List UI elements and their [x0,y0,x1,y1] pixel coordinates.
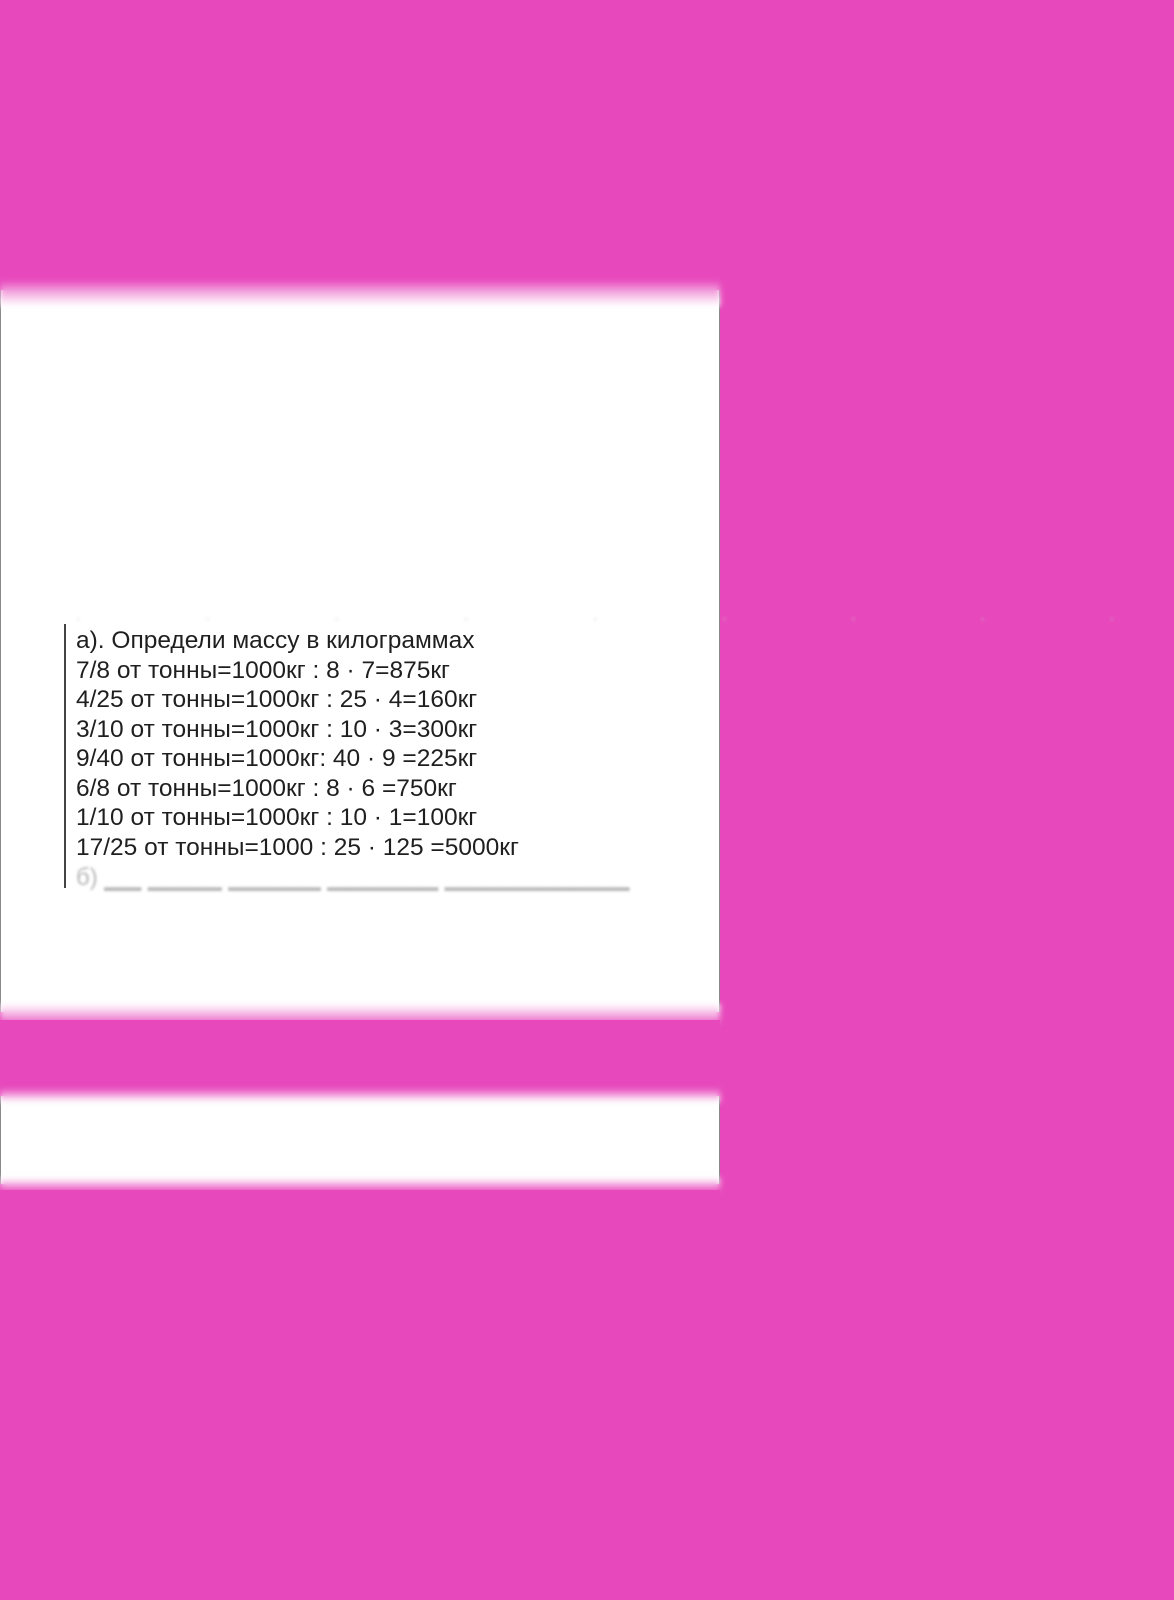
white-strip [0,1096,720,1184]
bottom-pink-region [0,1190,720,1600]
note-line: 6/8 от тонны=1000кг : 8 · 6 =750кг [76,774,457,802]
note-line: 1/10 от тонны=1000кг : 10 · 1=100кг [76,804,478,831]
middle-pink-band [0,1020,720,1096]
faded-cropped-text-top: · · · · · · · · · [76,610,1174,627]
faded-cropped-text-bottom: б) ▁▁ ▁▁▁▁ ▁▁▁▁▁ ▁▁▁▁▁▁ ▁▁▁▁▁▁▁▁▁▁ [76,864,630,891]
note-line: 9/40 от тонны=1000кг: 40 · 9 =225кг [76,745,478,772]
notebook-photo [64,610,1174,900]
handwritten-answer-lines [76,626,519,862]
note-line: 3/10 от тонны=1000кг : 10 · 3=300кг [76,715,478,743]
panel-top-edge [0,280,720,306]
top-pink-region [0,0,720,300]
note-line: 17/25 от тонны=1000 : 25 · 125 =5000кг [76,833,519,861]
note-line: 4/25 от тонны=1000кг : 25 · 4=160кг [76,686,478,713]
notebook-margin-line [64,624,66,888]
note-heading: а). Определи массу в килограммах [76,627,475,654]
note-line: 7/8 от тонны=1000кг : 8 · 7=875кг [76,656,450,684]
strip-top-edge [0,1088,720,1102]
